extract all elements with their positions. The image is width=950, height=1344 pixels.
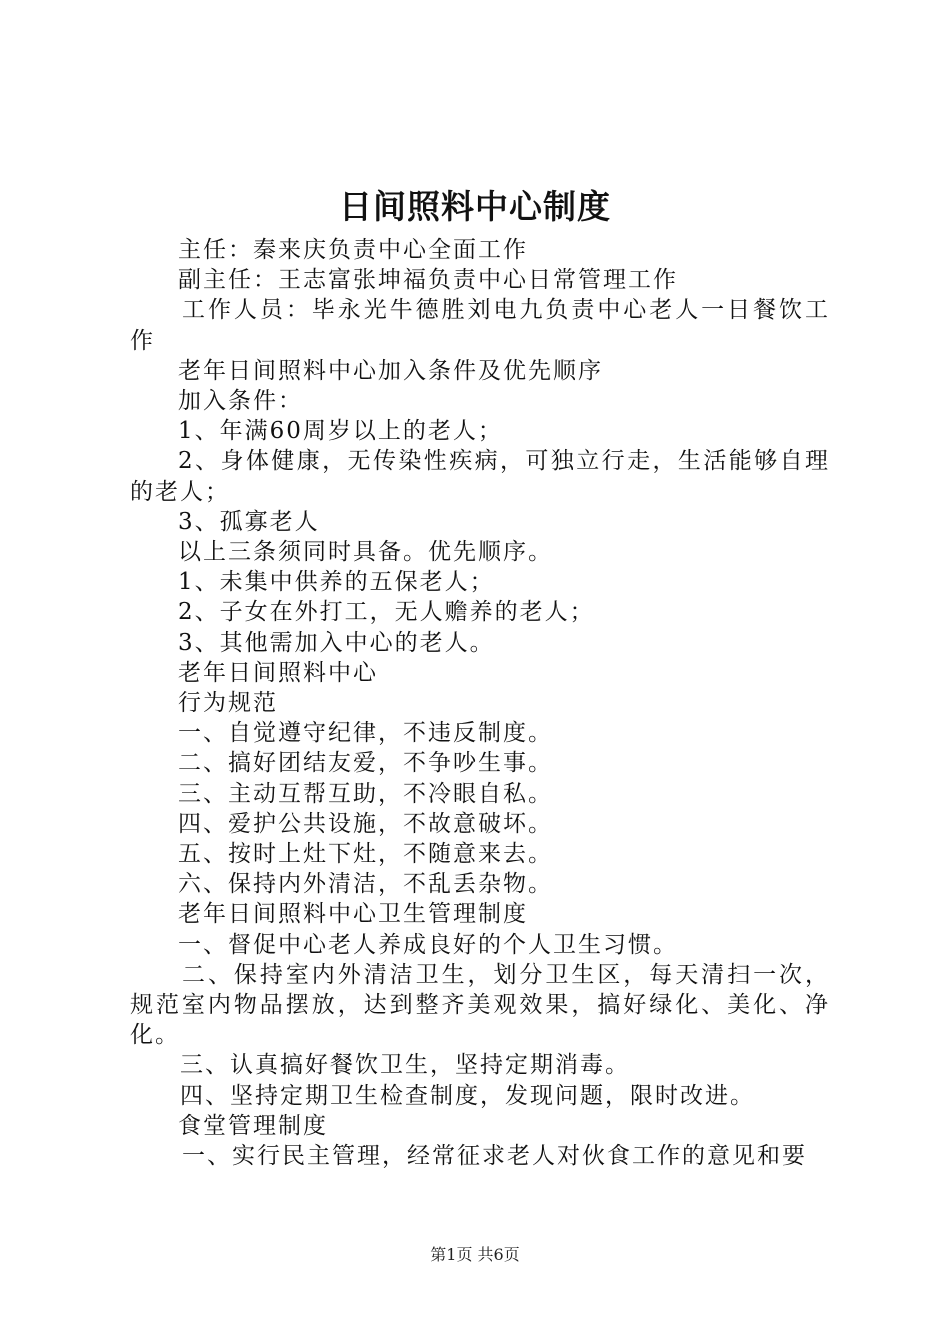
document-body [130,235,830,1171]
paragraph-heading-canteen: 食堂管理制度 [178,1112,328,1139]
paragraph-condition-3: 3、孤寡老人 [178,508,320,535]
paragraph-hygiene-1: 一、督促中心老人养成良好的个人卫生习惯。 [178,931,678,958]
paragraph-staff: 工作人员：毕永光牛德胜刘电九负责中心老人一日餐饮工作 [130,297,830,354]
paragraph-conduct-4: 四、爱护公共设施，不故意破坏。 [178,810,553,837]
paragraph-conditions-label: 加入条件： [178,388,303,415]
paragraph-priority-intro: 以上三条须同时具备。优先顺序。 [178,539,553,566]
paragraph-director: 主任：秦来庆负责中心全面工作 [178,237,528,263]
paragraph-condition-1: 1、年满60周岁以上的老人； [178,418,503,445]
document-title: 日间照料中心制度 [339,187,611,226]
paragraph-conduct-5: 五、按时上灶下灶，不随意来去。 [178,841,553,868]
paragraph-conduct-3: 三、主动互帮互助，不冷眼自私。 [178,780,553,807]
paragraph-hygiene-3: 三、认真搞好餐饮卫生，坚持定期消毒。 [180,1052,630,1079]
paragraph-conduct-6: 六、保持内外清洁，不乱丢杂物。 [178,871,553,898]
paragraph-hygiene-2: 二、保持室内外清洁卫生，划分卫生区，每天清扫一次，规范室内物品摆放，达到整齐美观效果，搞好绿化、美化、净化。 [130,961,830,1049]
paragraph-condition-2: 2、身体健康，无传染性疾病，可独立行走，生活能够自理的老人； [130,448,830,505]
paragraph-deputy-director: 副主任：王志富张坤福负责中心日常管理工作 [178,267,678,294]
paragraph-conduct-2: 二、搞好团结友爱，不争吵生事。 [178,750,553,777]
paragraph-heading-center: 老年日间照料中心 [178,659,378,686]
paragraph-canteen-1: 一、实行民主管理，经常征求老人对伙食工作的意见和要 [182,1143,807,1170]
paragraph-priority-2: 2、子女在外打工，无人赡养的老人； [178,599,595,626]
paragraph-priority-1: 1、未集中供养的五保老人； [178,569,495,596]
paragraph-priority-3: 3、其他需加入中心的老人。 [178,629,495,656]
paragraph-heading-admission: 老年日间照料中心加入条件及优先顺序 [178,357,603,384]
paragraph-heading-conduct: 行为规范 [178,690,278,717]
page-number-footer: 第1页 共6页 [430,1245,520,1264]
paragraph-hygiene-4: 四、坚持定期卫生检查制度，发现问题，限时改进。 [180,1082,755,1109]
paragraph-conduct-1: 一、自觉遵守纪律，不违反制度。 [178,720,553,747]
paragraph-heading-hygiene: 老年日间照料中心卫生管理制度 [178,901,528,928]
